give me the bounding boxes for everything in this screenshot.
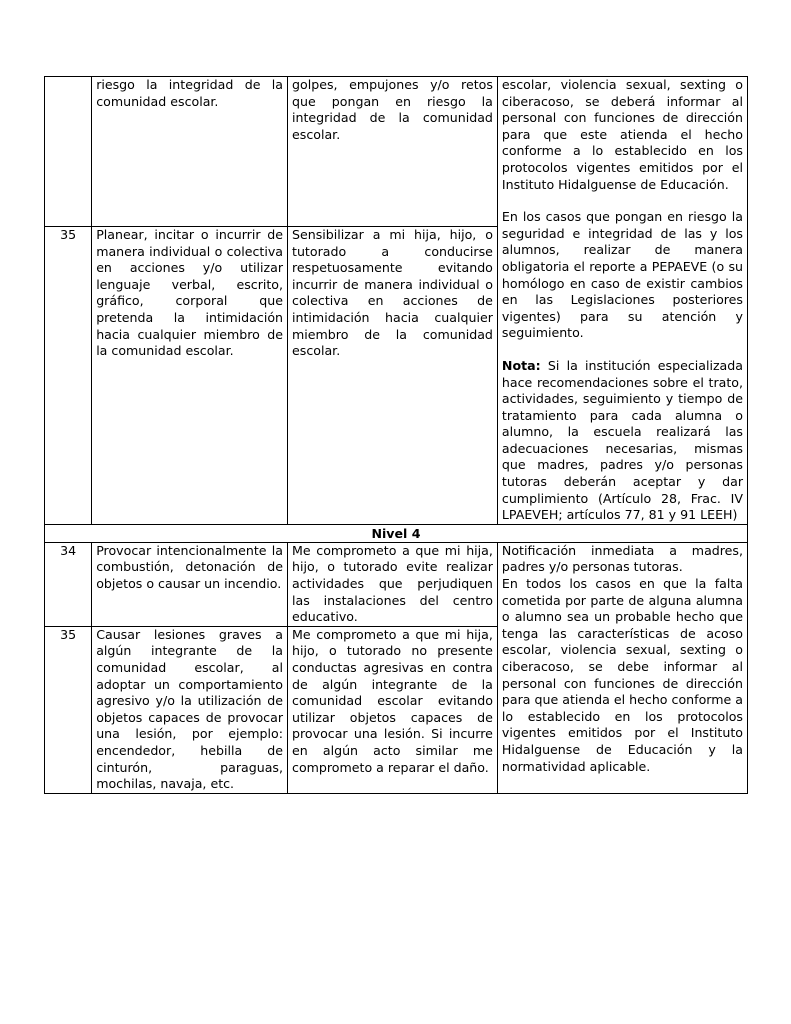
row-number: 35 [45,227,92,525]
note-label: Nota: [501,357,541,373]
sanctions-table [44,76,748,794]
conduct-cell: Planear, incitar o incurrir de manera individual o colectiva en acciones y/o utilizar lenguaje verbal, escrito, gráfico, corporal que pretenda la intimidación hacia cualquier miembro de la comunidad escolar. [92,227,288,525]
action-cell [497,77,747,525]
note-paragraph [502,358,743,524]
conduct-cell: Causar lesiones graves a algún integrante de la comunidad escolar, al adoptar un comportamiento agresivo y/o la utilización de objetos capaces de provocar una lesión, por ejemplo: encendedor, hebilla de cinturón, paraguas, mochilas, navaja, etc. [92,626,288,793]
level-title: Nivel 4 [45,524,748,542]
level-header-row [45,524,748,542]
commitment-cell: Me comprometo a que mi hija, hijo, o tutorado no presente conductas agresivas en contra de algún integrante de la comunidad escolar evitando utilizar objetos capaces de provocar una lesión. Si incurre en algún acto similar me comprometo a reparar el daño. [288,626,498,793]
action-paragraph: Notificación inmediata a madres, padres y/o personas tutoras. [501,542,743,575]
commitment-cell: golpes, empujones y/o retos que pongan en riesgo la integridad de la comunidad escolar. [288,77,498,227]
table-row [45,542,748,626]
conduct-cell: riesgo la integridad de la comunidad escolar. [92,77,288,227]
conduct-cell: Provocar intencionalmente la combustión, detonación de objetos o causar un incendio. [92,542,288,626]
action-paragraph: escolar, violencia sexual, sexting o ciberacoso, se deberá informar al personal con funciones de dirección para que este atienda el hecho conforme a lo establecido en los protocolos vigentes emitidos por el Instituto Hidalguense de Educación. [501,77,743,192]
action-cell [497,542,747,793]
commitment-cell: Me comprometo a que mi hija, hijo, o tutorado evite realizar actividades que perjudiquen las instalaciones del centro educativo. [288,542,498,626]
table-row [45,77,748,227]
row-number [45,77,92,227]
row-number: 35 [45,626,92,793]
action-paragraph: En todos los casos en que la falta cometida por parte de alguna alumna o alumno sea un probable hecho que tenga las características de acoso escolar, violencia sexual, sexting o ciberacoso, se debe informar al personal con funciones de dirección para que atienda el hecho conforme a lo establecido en los protocolos vigentes emitidos por el Instituto Hidalguense de Educación y la normatividad aplicable. [501,576,743,774]
action-paragraph: En los casos que pongan en riesgo la seguridad e integridad de las y los alumnos, realizar de manera obligatoria el reporte a PEPAEVE (o su homólogo en caso de existir cambios en las Legislaciones posteriores vigentes) para su atención y seguimiento. [501,209,743,341]
commitment-cell: Sensibilizar a mi hija, hijo, o tutorado a conducirse respetuosamente evitando incurrir de manera individual o colectiva en acciones de intimidación hacia cualquier miembro de la comunidad escolar. [288,227,498,525]
note-text: Si la institución especializada hace recomendaciones sobre el trato, actividades, seguimiento y tiempo de tratamiento para cada alumna o alumno, la escuela realizará las adecuaciones necesarias, mismas que madres, padres y/o personas tutoras deberán aceptar y dar cumplimiento (Artículo 28, Frac. IV LPAEVEH; artículos 77, 81 y 91 LEEH) [501,357,743,523]
row-number: 34 [45,542,92,626]
